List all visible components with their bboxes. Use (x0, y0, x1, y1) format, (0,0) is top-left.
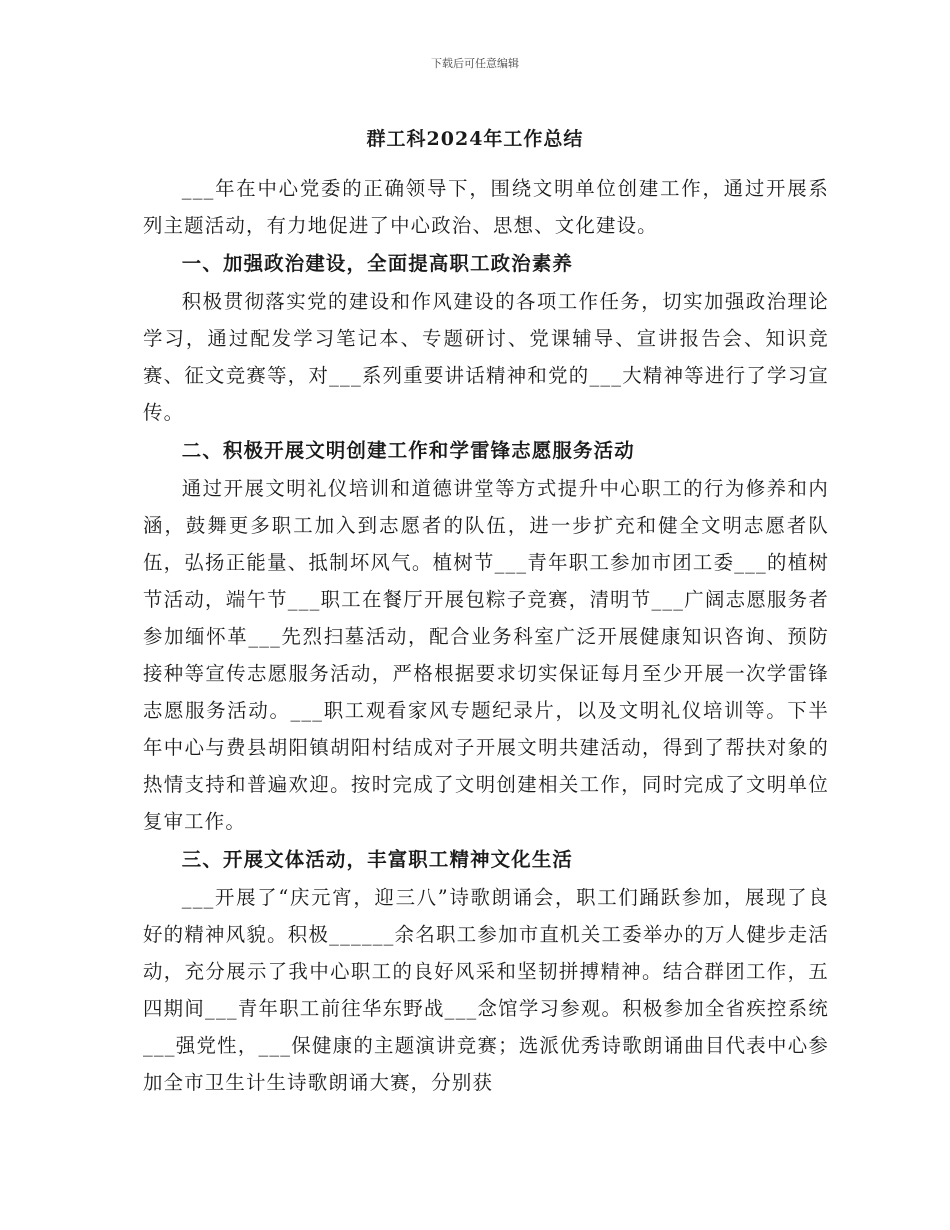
header-note: 下载后可任意编辑 (431, 57, 519, 70)
section-paragraph-2: 通过开展文明礼仪培训和道德讲堂等方式提升中心职工的行为修养和内涵，鼓舞更多职工加入到志愿者的队伍，进一步扩充和健全文明志愿者队伍，弘扬正能量、抵制坏风气。植树节___青年职工参加市团工委___的植树节活动，端午节___职工在餐厅开展包粽子竞赛，清明节___广阔志愿服务者参加缅怀革___先烈扫墓活动，配合业务科室广泛开展健康知识咨询、预防接种等宣传志愿服务活动，严格根据要求切实保证每月至少开展一次学雷锋志愿服务活动。___职工观看家风专题纪录片，以及文明礼仪培训等。下半年中心与费县胡阳镇胡阳村结成对子开展文明共建活动，得到了帮扶对象的热情支持和普遍欢迎。按时完成了文明创建相关工作，同时完成了文明单位复审工作。 (143, 477, 829, 833)
document-body (143, 170, 829, 1101)
intro-paragraph: ___年在中心党委的正确领导下，围绕文明单位创建工作，通过开展系列主题活动，有力地促进了中心政治、思想、文化建设。 (143, 177, 829, 237)
section-heading-2: 二、积极开展文明创建工作和学雷锋志愿服务活动 (181, 439, 635, 462)
section-heading-3: 三、开展文体活动，丰富职工精神文化生活 (181, 848, 574, 871)
section-paragraph-3: ___开展了“庆元宵，迎三八”诗歌朗诵会，职工们踊跃参加，展现了良好的精神风貌。积极______余名职工参加市直机关工委举办的万人健步走活动，充分展示了我中心职工的良好风采和坚韧拼搏精神。结合群团工作，五四期间___青年职工前往华东野战___念馆学习参观。积极参加全省疾控系统___强党性，___保健康的主题演讲竞赛；选派优秀诗歌朗诵曲目代表中心参加全市卫生计生诗歌朗诵大赛，分别获 (143, 886, 829, 1094)
section-paragraph-1: 积极贯彻落实党的建设和作风建设的各项工作任务，切实加强政治理论学习，通过配发学习笔记本、专题研讨、党课辅导、宣讲报告会、知识竞赛、征文竞赛等，对___系列重要讲话精神和党的___大精神等进行了学习宣传。 (143, 290, 829, 424)
document-title: 群工科2024年工作总结 (366, 128, 584, 150)
section-heading-1: 一、加强政治建设，全面提高职工政治素养 (181, 252, 574, 275)
